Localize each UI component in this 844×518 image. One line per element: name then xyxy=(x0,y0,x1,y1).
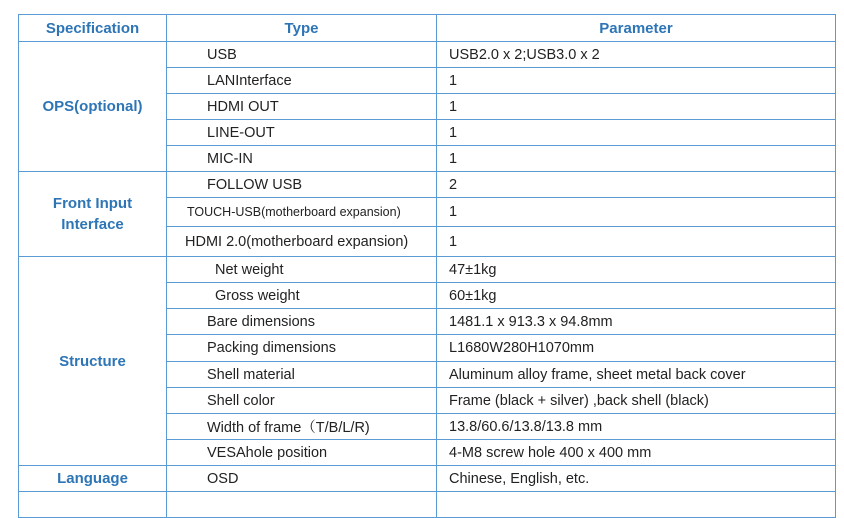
type-cell: Net weight xyxy=(167,257,437,283)
param-cell: 1 xyxy=(437,198,836,227)
table-row-partial xyxy=(19,492,836,518)
type-cell: Shell material xyxy=(167,362,437,388)
param-cell: 4-M8 screw hole 400 x 400 mm xyxy=(437,440,836,466)
type-cell: OSD xyxy=(167,466,437,492)
spec-ops: OPS(optional) xyxy=(19,42,167,172)
type-cell: Shell color xyxy=(167,388,437,414)
param-cell: 1 xyxy=(437,227,836,257)
param-cell: 2 xyxy=(437,172,836,198)
param-cell: 1 xyxy=(437,146,836,172)
type-cell: Width of frame（T/B/L/R) xyxy=(167,414,437,440)
empty-cell xyxy=(437,492,836,518)
param-cell: 1481.1 x 913.3 x 94.8mm xyxy=(437,309,836,335)
param-cell: Frame (black + silver) ,back shell (black) xyxy=(437,388,836,414)
type-cell: LANInterface xyxy=(167,68,437,94)
table-header-row xyxy=(19,15,836,42)
param-cell: Aluminum alloy frame, sheet metal back cover xyxy=(437,362,836,388)
header-type: Type xyxy=(167,15,437,42)
type-cell: Packing dimensions xyxy=(167,335,437,362)
specification-table xyxy=(18,14,836,518)
spec-front-input xyxy=(19,172,167,257)
param-cell: L1680W280H1070mm xyxy=(437,335,836,362)
type-cell: MIC-IN xyxy=(167,146,437,172)
param-cell: USB2.0 x 2;USB3.0 x 2 xyxy=(437,42,836,68)
param-cell: 47±1kg xyxy=(437,257,836,283)
table-row xyxy=(19,466,836,492)
table-row xyxy=(19,172,836,198)
table-row xyxy=(19,257,836,283)
param-cell: 1 xyxy=(437,68,836,94)
spec-front-line1: Front Input xyxy=(52,195,133,212)
type-cell: HDMI 2.0(motherboard expansion) xyxy=(167,227,437,257)
header-parameter: Parameter xyxy=(437,15,836,42)
param-cell: 60±1kg xyxy=(437,283,836,309)
empty-cell xyxy=(19,492,167,518)
type-cell: Gross weight xyxy=(167,283,437,309)
table-row xyxy=(19,42,836,68)
spec-language: Language xyxy=(19,466,167,492)
spec-front-line2: Interface xyxy=(61,216,124,233)
type-cell: Bare dimensions xyxy=(167,309,437,335)
param-cell: 1 xyxy=(437,120,836,146)
type-cell: USB xyxy=(167,42,437,68)
type-cell: FOLLOW USB xyxy=(167,172,437,198)
spec-structure: Structure xyxy=(19,257,167,466)
param-cell: 1 xyxy=(437,94,836,120)
type-cell: HDMI OUT xyxy=(167,94,437,120)
param-cell: Chinese, English, etc. xyxy=(437,466,836,492)
type-cell: TOUCH-USB(motherboard expansion) xyxy=(167,198,437,227)
empty-cell xyxy=(167,492,437,518)
type-cell: LINE-OUT xyxy=(167,120,437,146)
type-cell: VESAhole position xyxy=(167,440,437,466)
param-cell: 13.8/60.6/13.8/13.8 mm xyxy=(437,414,836,440)
header-specification: Specification xyxy=(19,15,167,42)
